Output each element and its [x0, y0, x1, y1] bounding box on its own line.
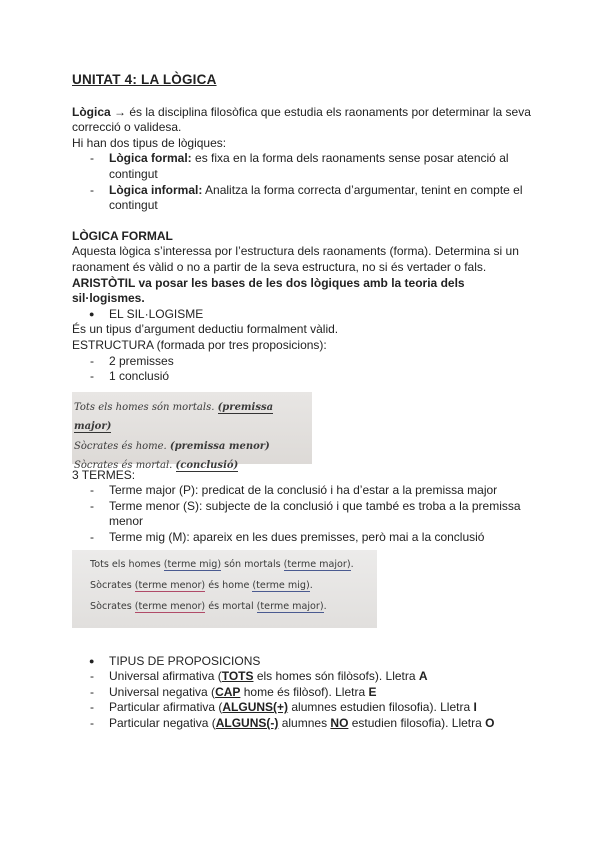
list-item: - Universal afirmativa (TOTS els homes són filòsofs). Lletra A: [90, 669, 428, 684]
syllogism-heading: EL SIL·LOGISME: [109, 306, 204, 321]
bullet-item: [72, 654, 532, 670]
aristotil-note: ARISTÒTIL va posar les bases de les dos lògiques amb la teoria dels sil·logismes.: [72, 275, 465, 306]
syllogism-example-image: Tots els homes són mortals. (premissa major) Sòcrates és home. (premissa menor) Sòcrates és mortal. (conclusió): [72, 392, 312, 464]
type-desc: es fixa en la forma dels raonaments sense posar atenció al contingut: [109, 151, 509, 181]
list-item: - Lògica informal: Analitza la forma correcta d’argumentar, tenint en compte el contingut: [90, 182, 523, 213]
document-page: [72, 72, 532, 732]
type-name: Lògica informal:: [109, 182, 203, 197]
list-item: - Terme major (P): predicat de la conclusió i ha d’estar a la premissa major: [90, 483, 498, 498]
section-heading-formal: LÒGICA FORMAL: [72, 228, 173, 243]
logic-definition: [72, 105, 532, 136]
type-desc: Analitza la forma correcta d’argumentar, tenint en compte el contingut: [109, 182, 523, 213]
structure-label: ESTRUCTURA (formada por tres proposicions):: [72, 337, 327, 352]
list-item: - Terme menor (S): subjecte de la conclusió i que també es troba a la premissa menor: [90, 498, 521, 529]
list-item: - Terme mig (M): apareix en les dues premisses, però mai a la conclusió: [90, 530, 485, 545]
formal-text: Aquesta lògica s’interessa por l’estructura dels raonaments (forma). Determina si un raonament és vàlid o no a partir de la seva estructura, no si és vertader o fals.: [72, 244, 519, 274]
bullet-item: [72, 307, 532, 323]
logic-definition-text: és la disciplina filosòfica que estudia els raonaments por determinar la seva correcció o validesa.: [72, 104, 531, 135]
type-name: Lògica formal:: [109, 151, 192, 166]
bullet-icon: ●: [89, 655, 95, 666]
propositions-heading: TIPUS DE PROPOSICIONS: [109, 653, 261, 668]
terms-example-image: Tots els homes (terme mig) són mortals (terme major). Sòcrates (terme menor) és home (terme mig). Sòcrates (terme menor) és mortal (terme major).: [72, 550, 377, 628]
list-item: - Lògica formal: es fixa en la forma dels raonaments sense posar atenció al contingut: [90, 151, 509, 181]
terms-heading: 3 TERMES:: [72, 467, 136, 482]
syllogism-definition: És un tipus d’argument deductiu formalment vàlid.: [72, 322, 339, 337]
types-intro: Hi han dos tipus de lògiques:: [72, 135, 227, 150]
list-item: - Particular afirmativa (ALGUNS(+) alumnes estudien filosofia). Lletra I: [90, 700, 477, 715]
list-item: - 1 conclusió: [90, 369, 170, 384]
list-item: - Universal negativa (CAP home és filòsof). Lletra E: [90, 684, 377, 699]
list-item: - Particular negativa (ALGUNS(-) alumnes NO estudien filosofia). Lletra O: [90, 716, 495, 731]
arrow-icon: →: [114, 104, 127, 119]
page-title: UNITAT 4: LA LÒGICA: [72, 72, 217, 87]
logic-term: Lògica: [72, 104, 111, 119]
bullet-icon: ●: [89, 308, 95, 319]
list-item: - 2 premisses: [90, 353, 174, 368]
